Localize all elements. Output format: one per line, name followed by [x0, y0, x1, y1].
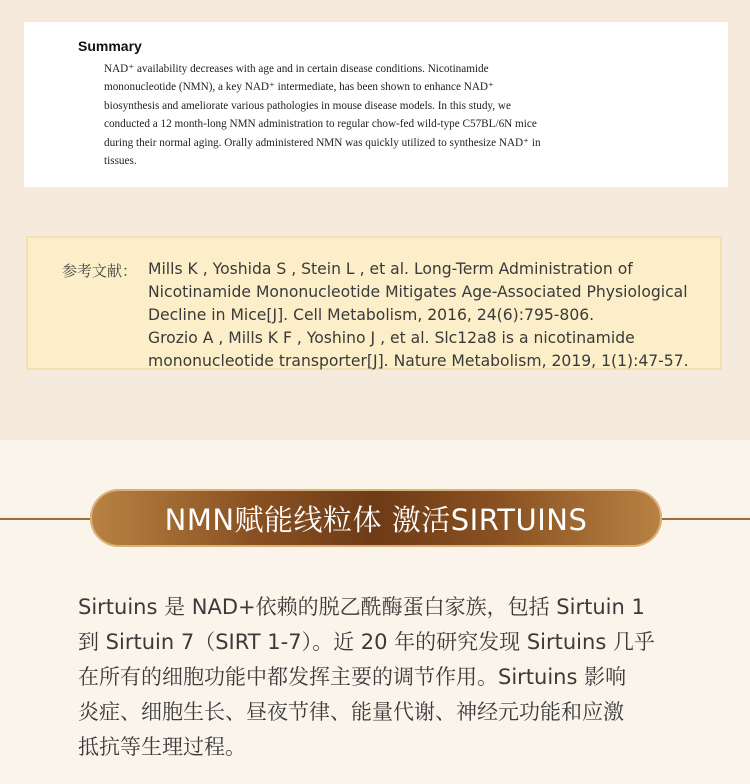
reference-line: Mills K , Yoshida S , Stein L , et al. Long-Term Administration of	[148, 260, 633, 278]
reference-line: mononucleotide transporter[J]. Nature Metabolism, 2019, 1(1):47-57.	[148, 352, 689, 370]
description-line: 炎症、细胞生长、昼夜节律、能量代谢、神经元功能和应激	[78, 700, 624, 724]
references-list	[148, 258, 708, 373]
description-line: 在所有的细胞功能中都发挥主要的调节作用。Sirtuins 影响	[78, 665, 627, 689]
reference-line: Decline in Mice[J]. Cell Metabolism, 2016, 24(6):795-806.	[148, 306, 595, 324]
summary-line: tissues.	[104, 155, 137, 168]
references-label: 参考文献：	[62, 262, 138, 280]
summary-line: mononucleotide (NMN), a key NAD⁺ intermediate, has been shown to enhance NAD⁺	[104, 81, 494, 94]
references-card	[26, 236, 722, 370]
reference-line: Grozio A , Mills K F , Yoshino J , et al. Slc12a8 is a nicotinamide	[148, 329, 635, 347]
sirtuins-description	[78, 590, 698, 765]
description-line: 抵抗等生理过程。	[78, 735, 246, 759]
summary-line: during their normal aging. Orally administered NMN was quickly utilized to synthesize NAD⁺ in	[104, 136, 541, 149]
reference-line: Nicotinamide Mononucleotide Mitigates Age-Associated Physiological	[148, 283, 688, 301]
summary-line: conducted a 12 month-long NMN administration to regular chow-fed wild-type C57BL/6N mice	[104, 118, 537, 131]
summary-card	[24, 22, 728, 187]
summary-line: NAD⁺ availability decreases with age and in certain disease conditions. Nicotinamide	[104, 63, 489, 75]
description-line: 到 Sirtuin 7（SIRT 1-7）。近 20 年的研究发现 Sirtuins 几乎	[78, 630, 655, 654]
section-title-banner	[90, 489, 662, 547]
description-line: Sirtuins 是 NAD+依赖的脱乙酰酶蛋白家族，包括 Sirtuin 1	[78, 595, 645, 619]
summary-title: Summary	[78, 38, 142, 54]
summary-line: biosynthesis and ameliorate various pathologies in mouse disease models. In this study, we	[104, 99, 511, 112]
summary-body	[104, 60, 664, 170]
section-title: NMN赋能线粒体 激活SIRTUINS	[164, 502, 588, 537]
